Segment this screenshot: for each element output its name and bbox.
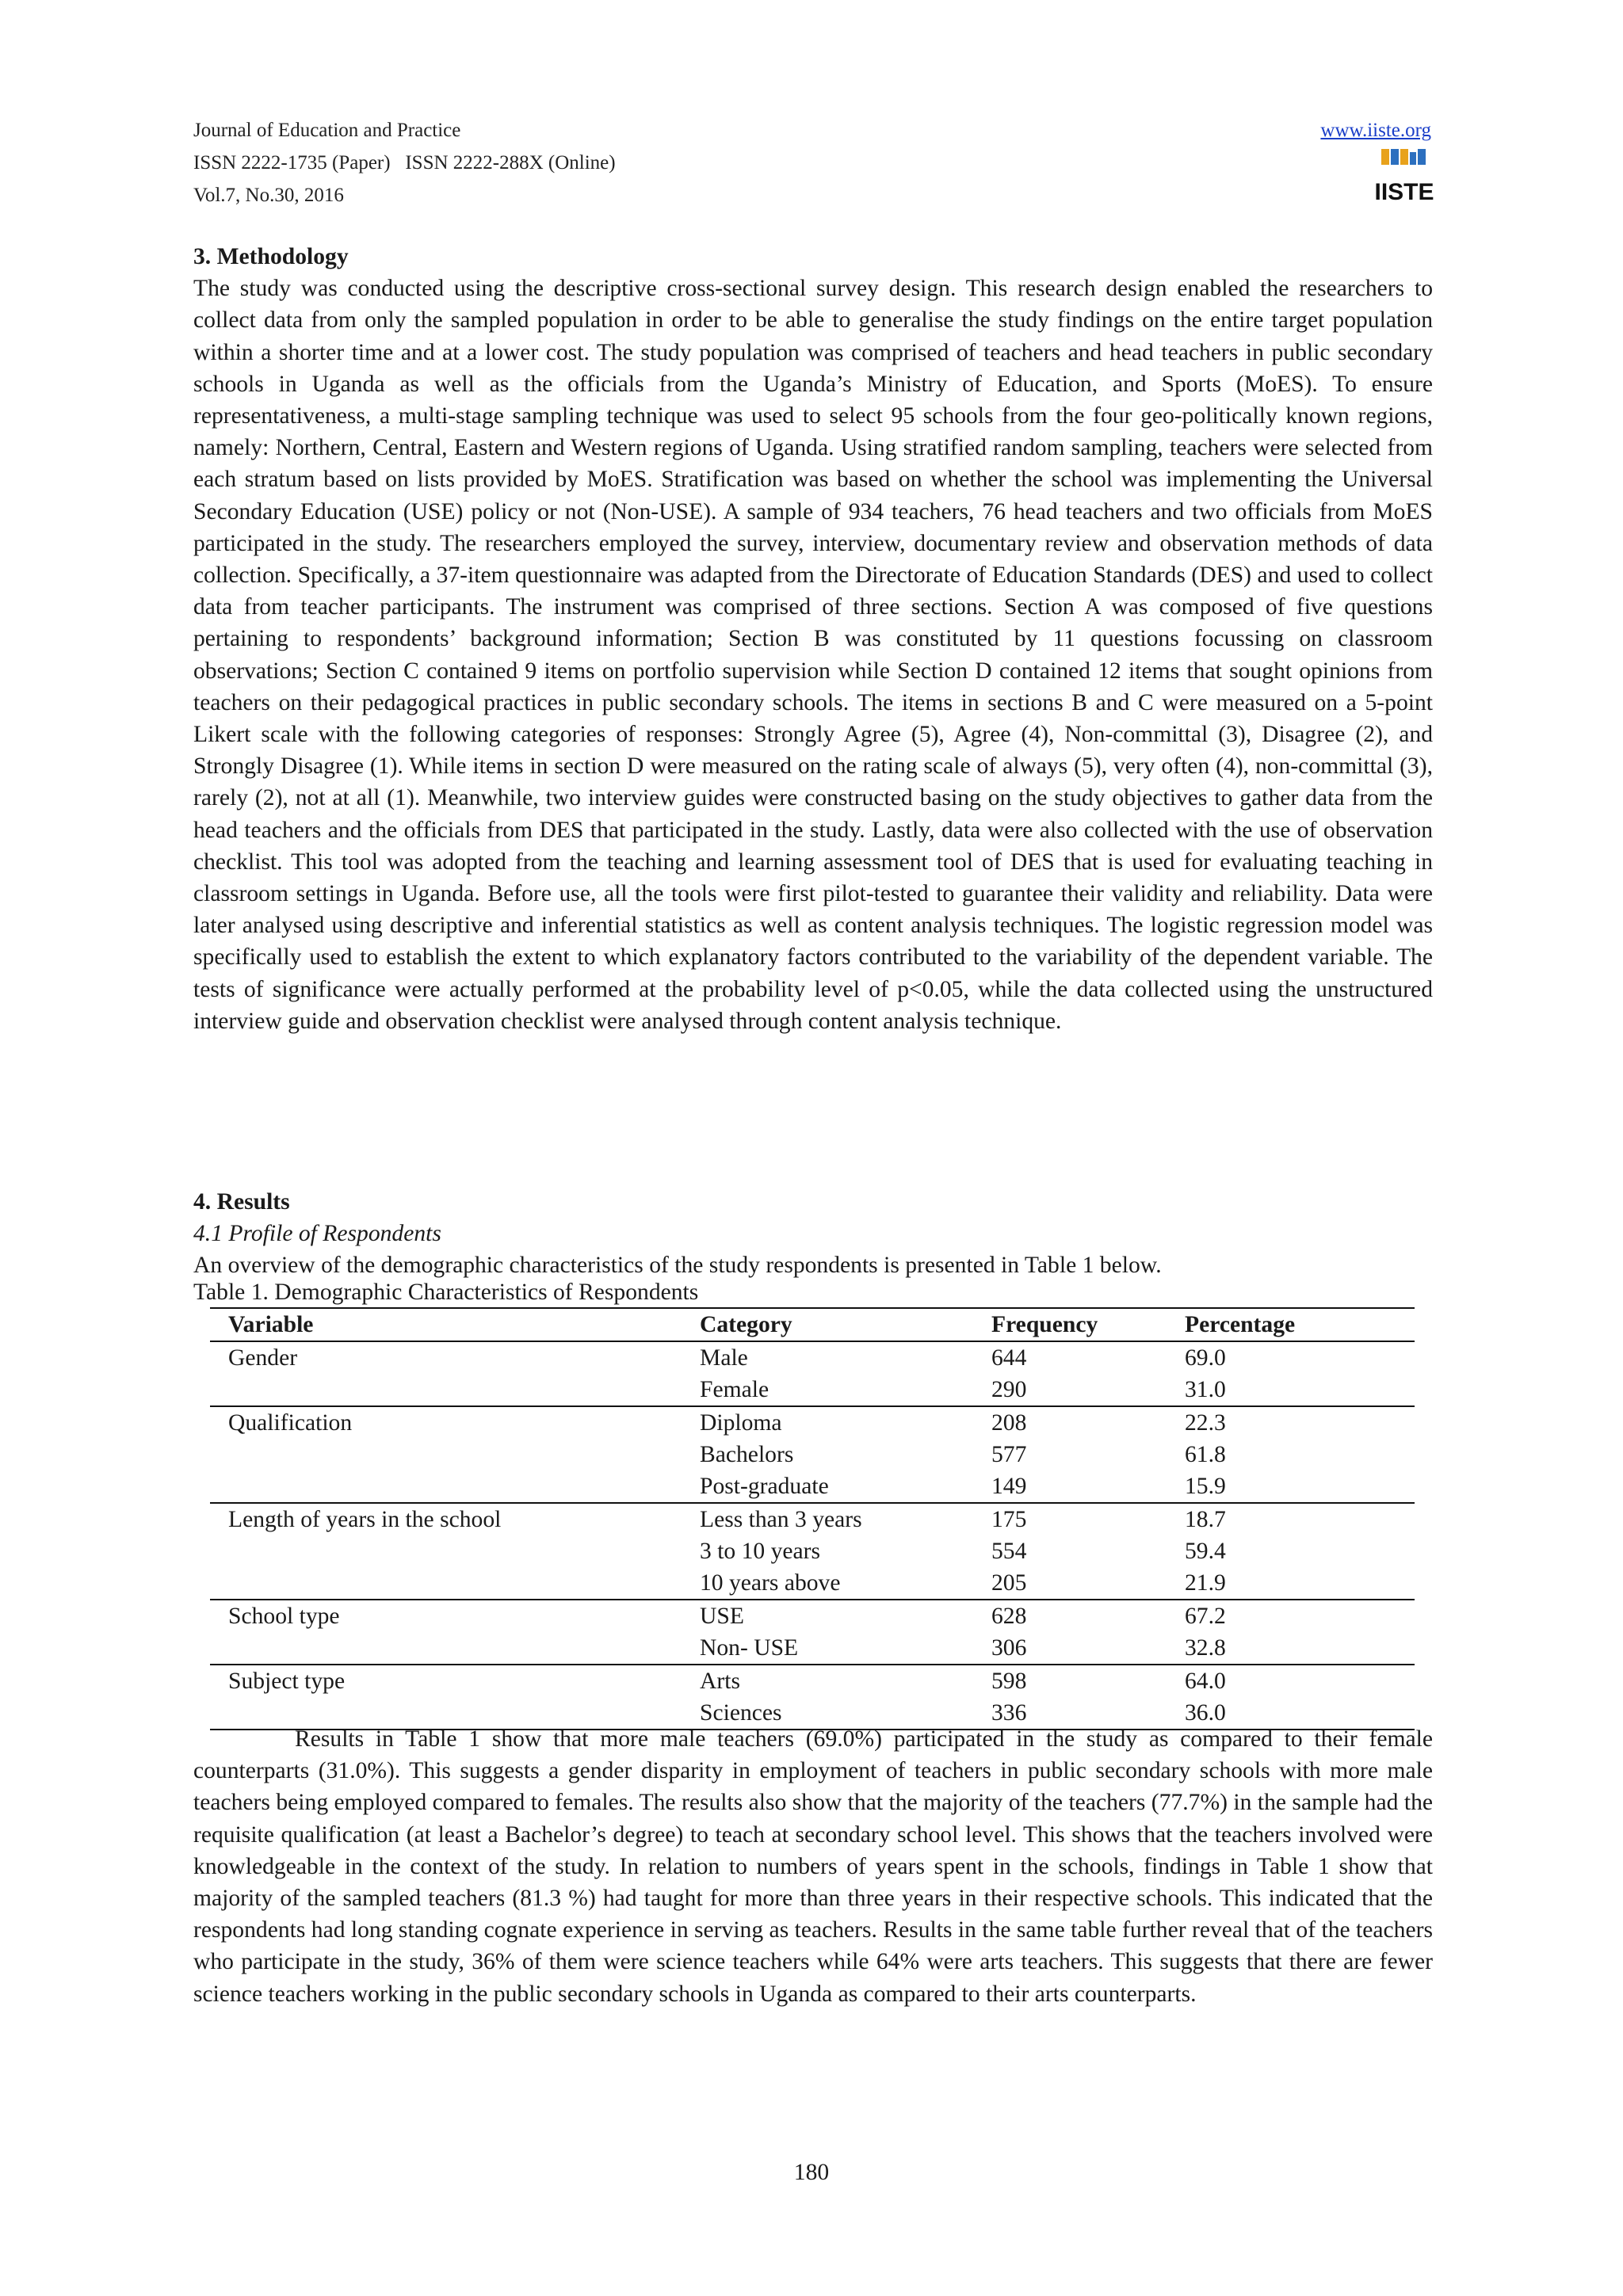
- group-length-of-years: [210, 1503, 1415, 1600]
- page-number: 180: [793, 2160, 830, 2185]
- percentage-cell: 59.4: [1185, 1539, 1226, 1564]
- category-cell: Male: [700, 1345, 748, 1371]
- percentage-cell: 36.0: [1185, 1700, 1226, 1726]
- methodology-section: [193, 241, 1433, 1037]
- variable-cell: Length of years in the school: [228, 1507, 502, 1532]
- results-section: [193, 1186, 1433, 1282]
- percentage-cell: 18.7: [1185, 1507, 1226, 1532]
- frequency-cell: 577: [991, 1442, 1027, 1467]
- table-row: [210, 1632, 1415, 1665]
- header-frequency: Frequency: [991, 1312, 1098, 1337]
- frequency-cell: 336: [991, 1700, 1027, 1726]
- percentage-cell: 15.9: [1185, 1474, 1226, 1499]
- table-row: [210, 1406, 1415, 1439]
- table-row: [210, 1567, 1415, 1600]
- group-subject-type: [210, 1665, 1415, 1730]
- journal-volume: Vol.7, No.30, 2016: [193, 185, 344, 206]
- percentage-cell: 67.2: [1185, 1604, 1226, 1629]
- table-row: [210, 1665, 1415, 1697]
- variable-cell: Gender: [228, 1345, 298, 1371]
- table-row: [210, 1535, 1415, 1567]
- results-heading: 4. Results: [193, 1189, 290, 1215]
- variable-cell: Qualification: [228, 1410, 353, 1436]
- percentage-cell: 31.0: [1185, 1377, 1226, 1402]
- category-cell: Post-graduate: [700, 1474, 829, 1499]
- table-caption: Table 1. Demographic Characteristics of Respondents: [193, 1280, 699, 1305]
- demographics-table: [210, 1307, 1415, 1730]
- table-row: [210, 1341, 1415, 1374]
- category-cell: Less than 3 years: [700, 1507, 862, 1532]
- variable-cell: [210, 1439, 682, 1470]
- table-row: [210, 1439, 1415, 1470]
- iiste-logo: [1374, 147, 1434, 205]
- percentage-cell: 61.8: [1185, 1442, 1226, 1467]
- category-cell: Sciences: [700, 1700, 782, 1726]
- frequency-cell: 644: [991, 1345, 1027, 1371]
- results-discussion-section: [193, 1723, 1433, 2010]
- category-cell: Bachelors: [700, 1442, 794, 1467]
- frequency-cell: 205: [991, 1570, 1027, 1596]
- category-cell: Female: [700, 1377, 769, 1402]
- group-qualification: [210, 1406, 1415, 1503]
- variable-cell: [210, 1374, 682, 1406]
- methodology-heading: 3. Methodology: [193, 244, 349, 269]
- header-percentage: Percentage: [1185, 1312, 1296, 1337]
- percentage-cell: 69.0: [1185, 1345, 1226, 1371]
- table-row: [210, 1470, 1415, 1503]
- results-discussion-paragraph: Results in Table 1 show that more male teachers (69.0%) participated in the study as compared to their female counterparts (31.0%). This suggests a gender disparity in employment of teachers in public secondary schools with more male teachers being employed compared to females. The results also show that the majority of the teachers (77.7%) in the sample had the requisite qualification (at least a Bachelor’s degree) to teach at secondary school level. This shows that the teachers involved were knowledgeable in the context of the study. In relation to numbers of years spent in the schools, findings in Table 1 show that majority of the sampled teachers (81.3 %) had taught for more than three years in their respective schools. This indicated that the respondents had long standing cognate experience in serving as teachers. Results in the same table further reveal that of the teachers who participate in the study, 36% of them were science teachers while 64% were arts teachers. This suggests that there are fewer science teachers working in the public secondary schools in Uganda as compared to their arts counterparts.: [193, 1726, 1433, 2007]
- frequency-cell: 306: [991, 1635, 1027, 1661]
- header-variable: Variable: [228, 1312, 314, 1337]
- journal-header: [193, 114, 616, 212]
- group-gender: [210, 1341, 1415, 1406]
- variable-cell: Subject type: [228, 1669, 346, 1694]
- percentage-cell: 64.0: [1185, 1669, 1226, 1694]
- frequency-cell: 598: [991, 1669, 1027, 1694]
- group-school-type: [210, 1600, 1415, 1665]
- category-cell: Arts: [700, 1669, 740, 1694]
- variable-cell: [210, 1470, 682, 1503]
- methodology-paragraph: The study was conducted using the descriptive cross-sectional survey design. This research design enabled the researchers to collect data from only the sampled population in order to be able to generalise the study findings on the entire target population within a shorter time and at a lower cost. The study population was comprised of teachers and head teachers in public secondary schools in Uganda as well as the officials from the Uganda’s Ministry of Education, and Sports (MoES). To ensure representativeness, a multi-stage sampling technique was used to select 95 schools from the four geo-politically known regions, namely: Northern, Central, Eastern and Western regions of Uganda. Using stratified random sampling, teachers were selected from each stratum based on lists provided by MoES. Stratification was based on whether the school was implementing the Universal Secondary Education (USE) policy or not (Non-USE). A sample of 934 teachers, 76 head teachers and two officials from MoES participated in the study. The researchers employed the survey, interview, documentary review and observation methods of data collection. Specifically, a 37-item questionnaire was adapted from the Directorate of Education Standards (DES) and used to collect data from teacher participants. The instrument was comprised of three sections. Section A was composed of five questions pertaining to respondents’ background information; Section B was constituted by 11 questions focussing on classroom observations; Section C contained 9 items on portfolio supervision while Section D contained 12 items that sought opinions from teachers on their pedagogical practices in public secondary schools. The items in sections B and C were measured on a 5-point Likert scale with the following categories of responses: Strongly Agree (5), Agree (4), Non-committal (3), Disagree (2), and Strongly Disagree (1). While items in section D were measured on the rating scale of always (5), very often (4), non-committal (3), rarely (2), not at all (1). Meanwhile, two interview guides were constructed basing on the study objectives to gather data from the head teachers and the officials from DES that participated in the study. Lastly, data were also collected with the use of observation checklist. This tool was adopted from the teaching and learning assessment tool of DES that is used for evaluating teaching in classroom settings in Uganda. Before use, all the tools were first pilot-tested to guarantee their validity and reliability. Data were later analysed using descriptive and inferential statistics as well as content analysis techniques. The logistic regression model was specifically used to establish the extent to which explanatory factors contributed to the variability of the dependent variable. The tests of significance were actually performed at the probability level of p<0.05, while the data collected using the unstructured interview guide and observation checklist were analysed through content analysis technique.: [193, 276, 1433, 1034]
- variable-cell: School type: [228, 1604, 340, 1629]
- category-cell: 10 years above: [700, 1570, 841, 1596]
- variable-cell: [210, 1567, 682, 1600]
- frequency-cell: 208: [991, 1410, 1027, 1436]
- category-cell: Diploma: [700, 1410, 782, 1436]
- frequency-cell: 175: [991, 1507, 1027, 1532]
- frequency-cell: 149: [991, 1474, 1027, 1499]
- journal-issn: ISSN 2222-1735 (Paper) ISSN 2222-288X (Online): [193, 152, 616, 174]
- table-row: [210, 1374, 1415, 1406]
- logo-text: IISTE: [1374, 179, 1434, 205]
- header-category: Category: [700, 1312, 792, 1337]
- table-row: [210, 1503, 1415, 1535]
- variable-cell: [210, 1535, 682, 1567]
- frequency-cell: 628: [991, 1604, 1027, 1629]
- category-cell: Non- USE: [700, 1635, 799, 1661]
- category-cell: 3 to 10 years: [700, 1539, 821, 1564]
- table-row: [210, 1600, 1415, 1632]
- percentage-cell: 32.8: [1185, 1635, 1226, 1661]
- frequency-cell: 290: [991, 1377, 1027, 1402]
- frequency-cell: 554: [991, 1539, 1027, 1564]
- results-intro: An overview of the demographic characteristics of the study respondents is presented in Table 1 below.: [193, 1253, 1162, 1279]
- variable-cell: [210, 1632, 682, 1665]
- category-cell: USE: [700, 1604, 744, 1629]
- journal-title: Journal of Education and Practice: [193, 120, 461, 141]
- percentage-cell: 22.3: [1185, 1410, 1226, 1436]
- results-subheading: 4.1 Profile of Respondents: [193, 1221, 441, 1247]
- journal-url-link[interactable]: www.iiste.org: [1320, 120, 1431, 141]
- percentage-cell: 21.9: [1185, 1570, 1226, 1596]
- table-header-row: [210, 1308, 1415, 1341]
